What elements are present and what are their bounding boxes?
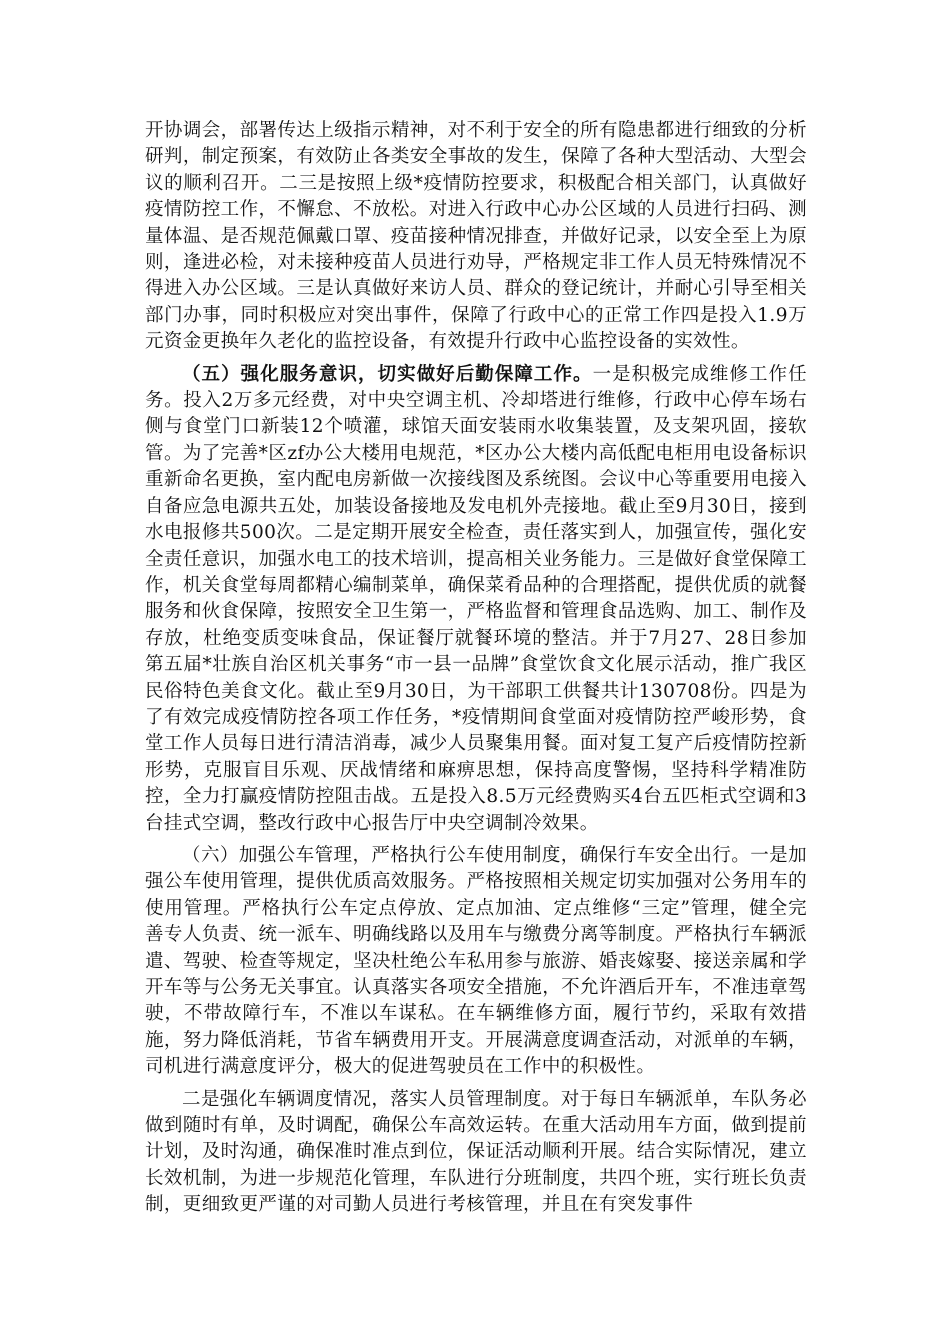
paragraph-vehicle-management: （六）加强公车管理，严格执行公车使用制度，确保行车安全出行。一是加强公车使用管理，提供优质高效服务。严格按照相关规定切实加强对公务用车的使用管理。严格执行公车定点停放、定点加油、定点维修“三定”管理，健全完善专人负责、统一派车、明确线路以及用车与缴费分离等制度。严格执行车辆派遣、驾驶、检查等规定，坚决杜绝公车私用参与旅游、婚丧嫁娶、接送亲属和学开车等与公务无关事宜。认真落实各项安全措施，不允许酒后开车，不准违章驾驶，不带故障行车，不准以车谋私。在车辆维修方面，履行节约，采取有效措施，努力降低消耗，节省车辆费用开支。开展满意度调查活动，对派单的车辆，司机进行满意度评分，极大的促进驾驶员在工作中的积极性。 (145, 844, 807, 1078)
section-heading-five: （五）强化服务意识，切实做好后勤保障工作。 (182, 363, 593, 385)
paragraph-logistics-service (145, 362, 807, 837)
document-page (145, 118, 807, 1219)
paragraph-security-continued: 开协调会，部署传达上级指示精神，对不利于安全的所有隐患都进行细致的分析研判，制定预案，有效防止各类安全事故的发生，保障了各种大型活动、大型会议的顺利召开。二三是按照上级*疫情防控要求，积极配合相关部门，认真做好疫情防控工作，不懈怠、不放松。对进入行政中心办公区域的人员进行扫码、测量体温、是否规范佩戴口罩、疫苗接种情况排查，并做好记录，以安全至上为原则，逢进必检，对未接种疫苗人员进行劝导，严格规定非工作人员无特殊情况不得进入办公区域。三是认真做好来访人员、群众的登记统计，并耐心引导至相关部门办事，同时积极应对突出事件，保障了行政中心的正常工作四是投入1.9万元资金更换年久老化的监控设备，有效提升行政中心监控设备的实效性。 (145, 120, 807, 353)
paragraph-vehicle-dispatch: 二是强化车辆调度情况，落实人员管理制度。对于每日车辆派单，车队务必做到随时有单，及时调配，确保公车高效运转。在重大活动用车方面，做到提前计划，及时沟通，确保准时准点到位，保证活动顺利开展。结合实际情况，建立长效机制，为进一步规范化管理，车队进行分班制度，共四个班，实行班长负责制，更细致更严谨的对司勤人员进行考核管理，并且在有突发事件 (145, 1088, 807, 1216)
paragraph-logistics-body: 一是积极完成维修工作任务。投入2万多元经费，对中央空调主机、冷却塔进行维修，行政中心停车场右侧与食堂门口新装12个喷灌，球馆天面安装雨水收集装置，及支架巩固，接软管。为了完善*区zf办公大楼用电规范，*区办公大楼内高低配电柜用电设备标识重新命名更换，室内配电房新做一次接线图及系统图。会议中心等重要用电接入自备应急电源共五处，加装设备接地及发电机外壳接地。截止至9月30日，接到水电报修共500次。二是定期开展安全检查，责任落实到人，加强宣传，强化安全责任意识，加强水电工的技术培训，提高相关业务能力。三是做好食堂保障工作，机关食堂每周都精心编制菜单，确保菜肴品种的合理搭配，提供优质的就餐服务和伙食保障，按照安全卫生第一，严格监督和管理食品选购、加工、制作及存放，杜绝变质变味食品，保证餐厅就餐环境的整洁。并于7月27、28日参加第五届*壮族自治区机关事务“市一县一品牌”食堂饮食文化展示活动，推广我区民俗特色美食文化。截止至9月30日，为干部职工供餐共计130708份。四是为了有效完成疫情防控各项工作任务，*疫情期间食堂面对疫情防控严峻形势，食堂工作人员每日进行清洁消毒，减少人员聚集用餐。面对复工复产后疫情防控新形势，克服盲目乐观、厌战情绪和麻痹思想，保持高度警惕，坚持科学精准防控，全力打赢疫情防控阻击战。五是投入8.5万元经费购买4台五匹柜式空调和3台挂式空调，整改行政中心报告厅中央空调制冷效果。 (145, 363, 807, 834)
